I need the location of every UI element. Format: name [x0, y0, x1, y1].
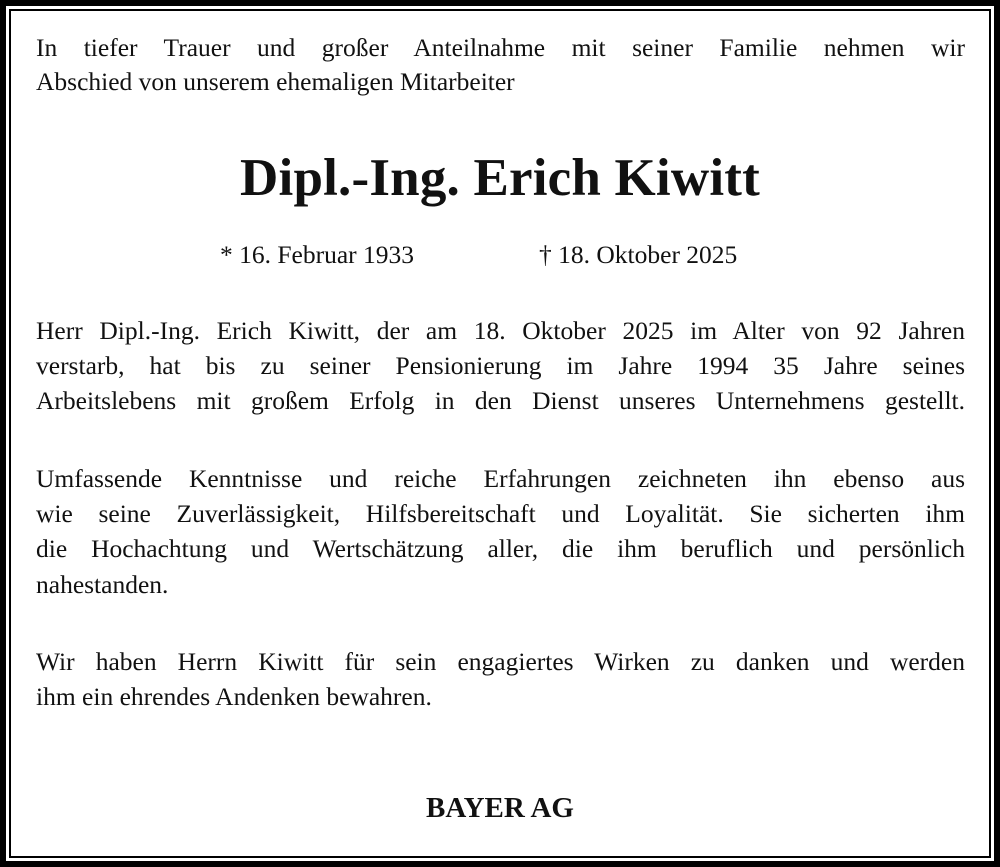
intro-line: Abschied von unserem ehemaligen Mitarbeiter — [36, 67, 515, 96]
paragraph-line: wie seine Zuverlässigkeit, Hilfsbereitschaft und Loyalität. Sie sicherten ihm — [36, 499, 965, 528]
inner-border — [9, 9, 991, 858]
paragraph-line: Herr Dipl.-Ing. Erich Kiwitt, der am 18. Oktober 2025 im Alter von 92 Jahren — [36, 316, 965, 345]
birth-date: * 16. Februar 1933 — [220, 240, 415, 269]
paragraph-line: ihm ein ehrendes Andenken bewahren. — [36, 682, 432, 711]
death-date: † 18. Oktober 2025 — [539, 240, 738, 269]
paragraph-line: Wir haben Herrn Kiwitt für sein engagiertes Wirken zu danken und werden — [36, 647, 965, 676]
paragraph-line: Umfassende Kenntnisse und reiche Erfahrungen zeichneten ihn ebenso aus — [36, 464, 965, 493]
paragraph-line: verstarb, hat bis zu seiner Pensionierung im Jahre 1994 35 Jahre seines — [36, 351, 965, 380]
deceased-name: Dipl.-Ing. Erich Kiwitt — [240, 149, 760, 207]
intro-line: In tiefer Trauer und großer Anteilnahme mit seiner Familie nehmen wir — [36, 33, 965, 62]
paragraph-line: Arbeitslebens mit großem Erfolg in den Dienst unseres Unternehmens gestellt. — [36, 386, 965, 415]
paragraph-line: die Hochachtung und Wertschätzung aller, die ihm beruflich und persönlich — [36, 534, 965, 563]
company-signature: BAYER AG — [425, 792, 574, 824]
paragraph-line: nahestanden. — [36, 570, 169, 599]
